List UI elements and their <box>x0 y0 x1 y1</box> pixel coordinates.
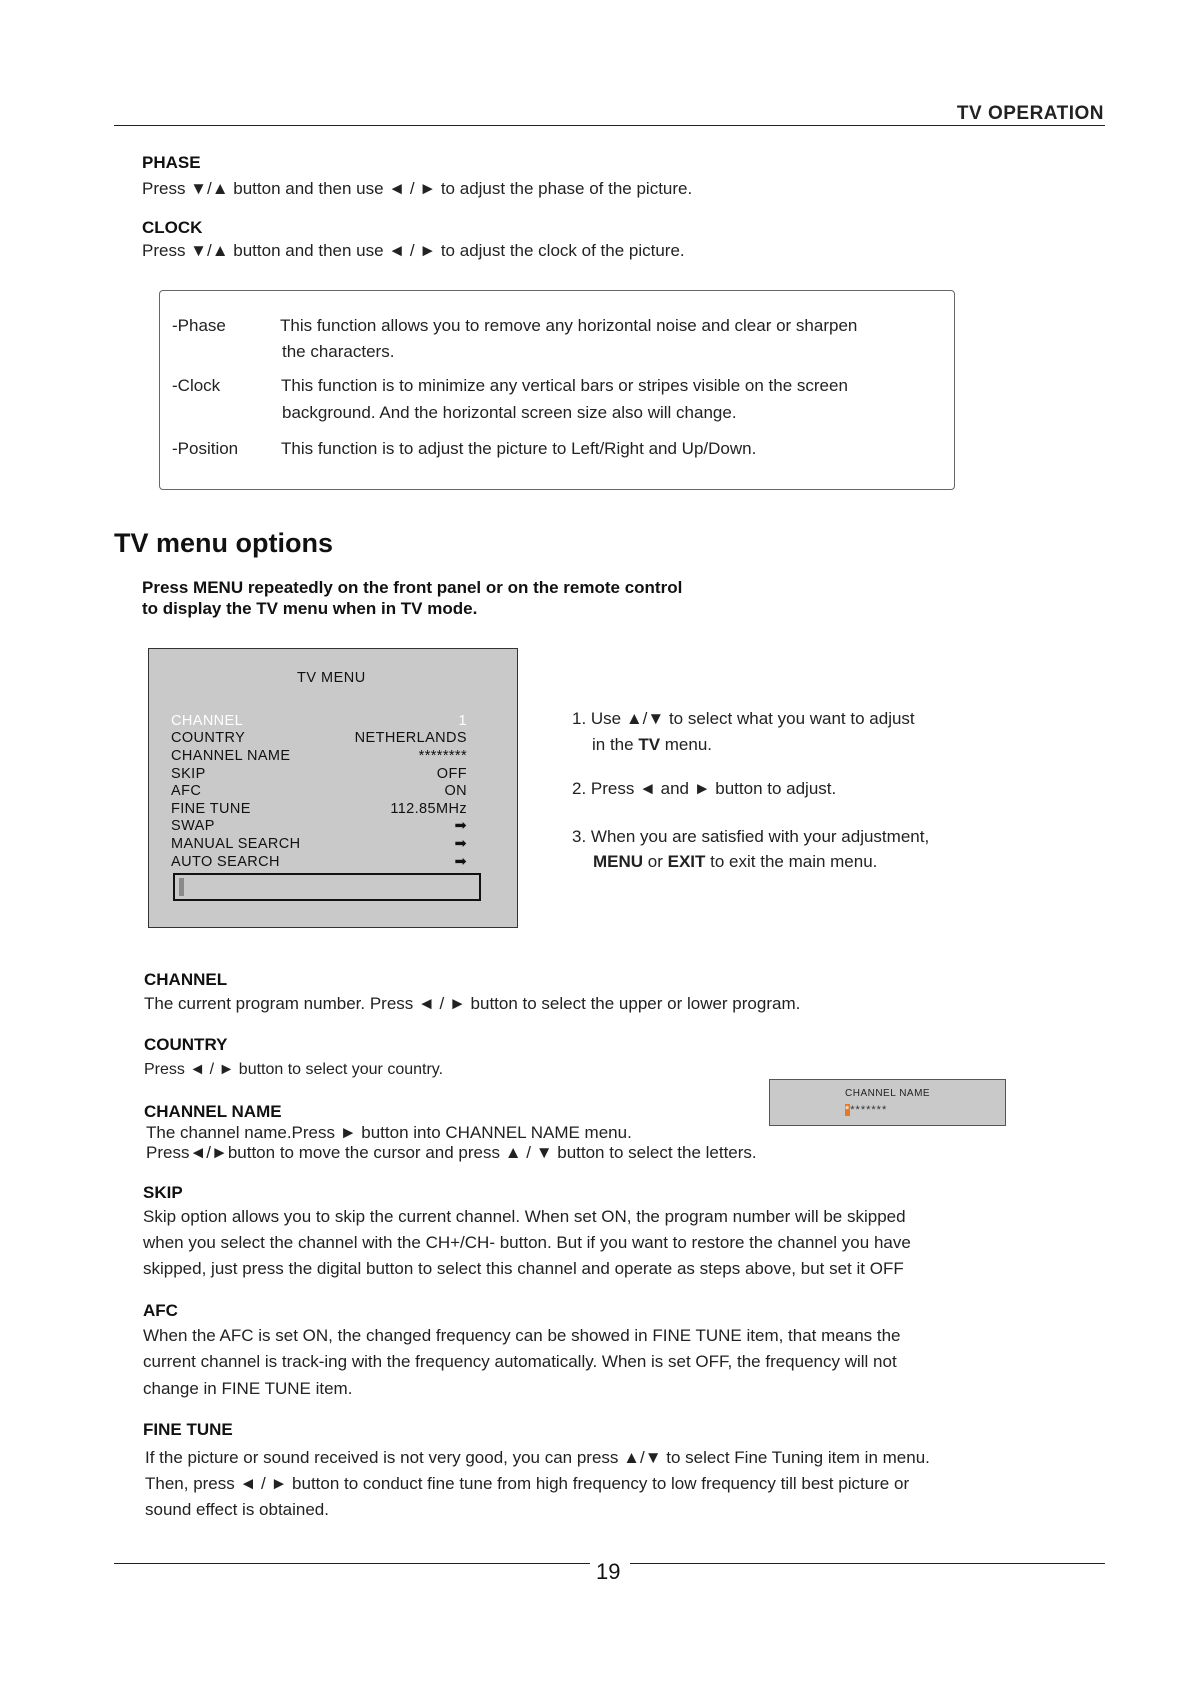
tv-menu-row-value: 112.85MHz <box>390 801 467 817</box>
afc-text-2: current channel is track-ing with the frequency automatically. When is set OFF, the frequency will not <box>143 1352 897 1371</box>
tv-menu-row-label: COUNTRY <box>171 730 246 746</box>
channel-name-cursor: * <box>845 1104 851 1116</box>
tv-menu-status-bar <box>173 873 481 901</box>
skip-text-3: skipped, just press the digital button to select this channel and operate as steps above, but set it OFF <box>143 1259 904 1278</box>
tv-menu-row-label: AUTO SEARCH <box>171 854 280 870</box>
channel-name-box-value: ******* <box>850 1104 888 1116</box>
term-clock: -Clock <box>172 376 221 395</box>
tv-menu-row-fine-tune[interactable] <box>171 801 467 819</box>
fine-tune-text-1: If the picture or sound received is not very good, you can press ▲/▼ to select Fine Tuning item in menu. <box>145 1448 930 1467</box>
tv-menu-title: TV MENU <box>297 670 366 686</box>
tv-menu-row-value: OFF <box>436 766 467 782</box>
term-position: -Position <box>172 439 239 458</box>
channel-name-box-value-row <box>845 1104 887 1116</box>
tv-menu-lead-2: to display the TV menu when in TV mode. <box>142 599 478 618</box>
def-clock-2: background. And the horizontal screen size also will change. <box>282 403 737 422</box>
country-heading: COUNTRY <box>144 1035 228 1054</box>
tv-menu-row-label: MANUAL SEARCH <box>171 836 301 852</box>
skip-heading: SKIP <box>143 1183 183 1202</box>
channel-name-box <box>769 1079 1006 1126</box>
tv-menu-row-label: CHANNEL <box>171 713 244 729</box>
def-phase-1: This function allows you to remove any horizontal noise and clear or sharpen <box>280 316 858 335</box>
tv-menu-row-value: 1 <box>458 713 467 729</box>
tv-menu-row-value: ******** <box>418 748 467 764</box>
header-rule <box>114 125 1105 126</box>
clock-text: Press ▼/▲ button and then use ◄ / ► to adjust the clock of the picture. <box>142 241 685 260</box>
step-3-line-2: MENU or EXIT to exit the main menu. <box>593 852 878 871</box>
tv-menu-row-channel[interactable] <box>171 713 467 731</box>
fine-tune-text-3: sound effect is obtained. <box>145 1500 329 1519</box>
channel-name-box-title: CHANNEL NAME <box>845 1088 931 1099</box>
tv-menu-row-country[interactable] <box>171 730 467 748</box>
tv-menu-status-indicator <box>179 878 184 896</box>
channel-name-text-1: The channel name.Press ► button into CHANNEL NAME menu. <box>146 1123 632 1142</box>
channel-name-heading: CHANNEL NAME <box>144 1102 282 1121</box>
step-3-line-1: 3. When you are satisfied with your adjustment, <box>572 827 930 846</box>
tv-menu-row-label: CHANNEL NAME <box>171 748 291 764</box>
fine-tune-text-2: Then, press ◄ / ► button to conduct fine tune from high frequency to low frequency till best picture or <box>145 1474 910 1493</box>
tv-menu-row-skip[interactable] <box>171 766 467 784</box>
tv-menu-row-afc[interactable] <box>171 783 467 801</box>
page-number: 19 <box>596 1559 621 1584</box>
term-phase: -Phase <box>172 316 226 335</box>
info-box <box>159 290 955 490</box>
tv-menu-row-value: ON <box>444 783 467 799</box>
fine-tune-heading: FINE TUNE <box>143 1420 233 1439</box>
channel-text: The current program number. Press ◄ / ► button to select the upper or lower program. <box>144 994 801 1013</box>
tv-menu-row-channel-name[interactable] <box>171 748 467 766</box>
tv-menu-row-label: AFC <box>171 783 202 799</box>
phase-text: Press ▼/▲ button and then use ◄ / ► to adjust the phase of the picture. <box>142 179 693 198</box>
tv-menu-row-value: NETHERLANDS <box>354 730 467 746</box>
step-2: 2. Press ◄ and ► button to adjust. <box>572 779 837 798</box>
tv-menu-options-title: TV menu options <box>114 528 333 558</box>
afc-text-1: When the AFC is set ON, the changed frequency can be showed in FINE TUNE item, that means the <box>143 1326 901 1345</box>
arrow-right-icon: ➡ <box>454 836 467 852</box>
footer-rule-right <box>630 1563 1105 1564</box>
step-1-line-1: 1. Use ▲/▼ to select what you want to adjust <box>572 709 915 728</box>
tv-menu-row-swap[interactable] <box>171 818 467 836</box>
arrow-right-icon: ➡ <box>454 818 467 834</box>
footer-rule-left <box>114 1563 590 1564</box>
arrow-right-icon: ➡ <box>454 854 467 870</box>
clock-heading: CLOCK <box>142 218 203 237</box>
tv-menu-row-auto-search[interactable] <box>171 854 467 872</box>
channel-name-text-2: Press◄/►button to move the cursor and press ▲ / ▼ button to select the letters. <box>146 1143 757 1162</box>
tv-menu-lead-1: Press MENU repeatedly on the front panel or on the remote control <box>142 578 683 597</box>
def-phase-2: the characters. <box>282 342 395 361</box>
country-text: Press ◄ / ► button to select your country. <box>144 1061 444 1078</box>
phase-heading: PHASE <box>142 153 201 172</box>
tv-menu-screen <box>148 648 518 928</box>
afc-text-3: change in FINE TUNE item. <box>143 1379 353 1398</box>
tv-menu-row-label: SWAP <box>171 818 215 834</box>
def-clock-1: This function is to minimize any vertical bars or stripes visible on the screen <box>281 376 848 395</box>
step-1-line-2: in the TV menu. <box>592 735 713 754</box>
channel-heading: CHANNEL <box>144 970 228 989</box>
tv-menu-row-label: SKIP <box>171 766 206 782</box>
tv-menu-row-label: FINE TUNE <box>171 801 251 817</box>
skip-text-2: when you select the channel with the CH+/CH- button. But if you want to restore the channel you have <box>143 1233 911 1252</box>
tv-menu-row-manual-search[interactable] <box>171 836 467 854</box>
def-position: This function is to adjust the picture to Left/Right and Up/Down. <box>281 439 757 458</box>
header-title: TV OPERATION <box>956 103 1104 124</box>
skip-text-1: Skip option allows you to skip the current channel. When set ON, the program number will be skipped <box>143 1207 906 1226</box>
afc-heading: AFC <box>143 1301 178 1320</box>
